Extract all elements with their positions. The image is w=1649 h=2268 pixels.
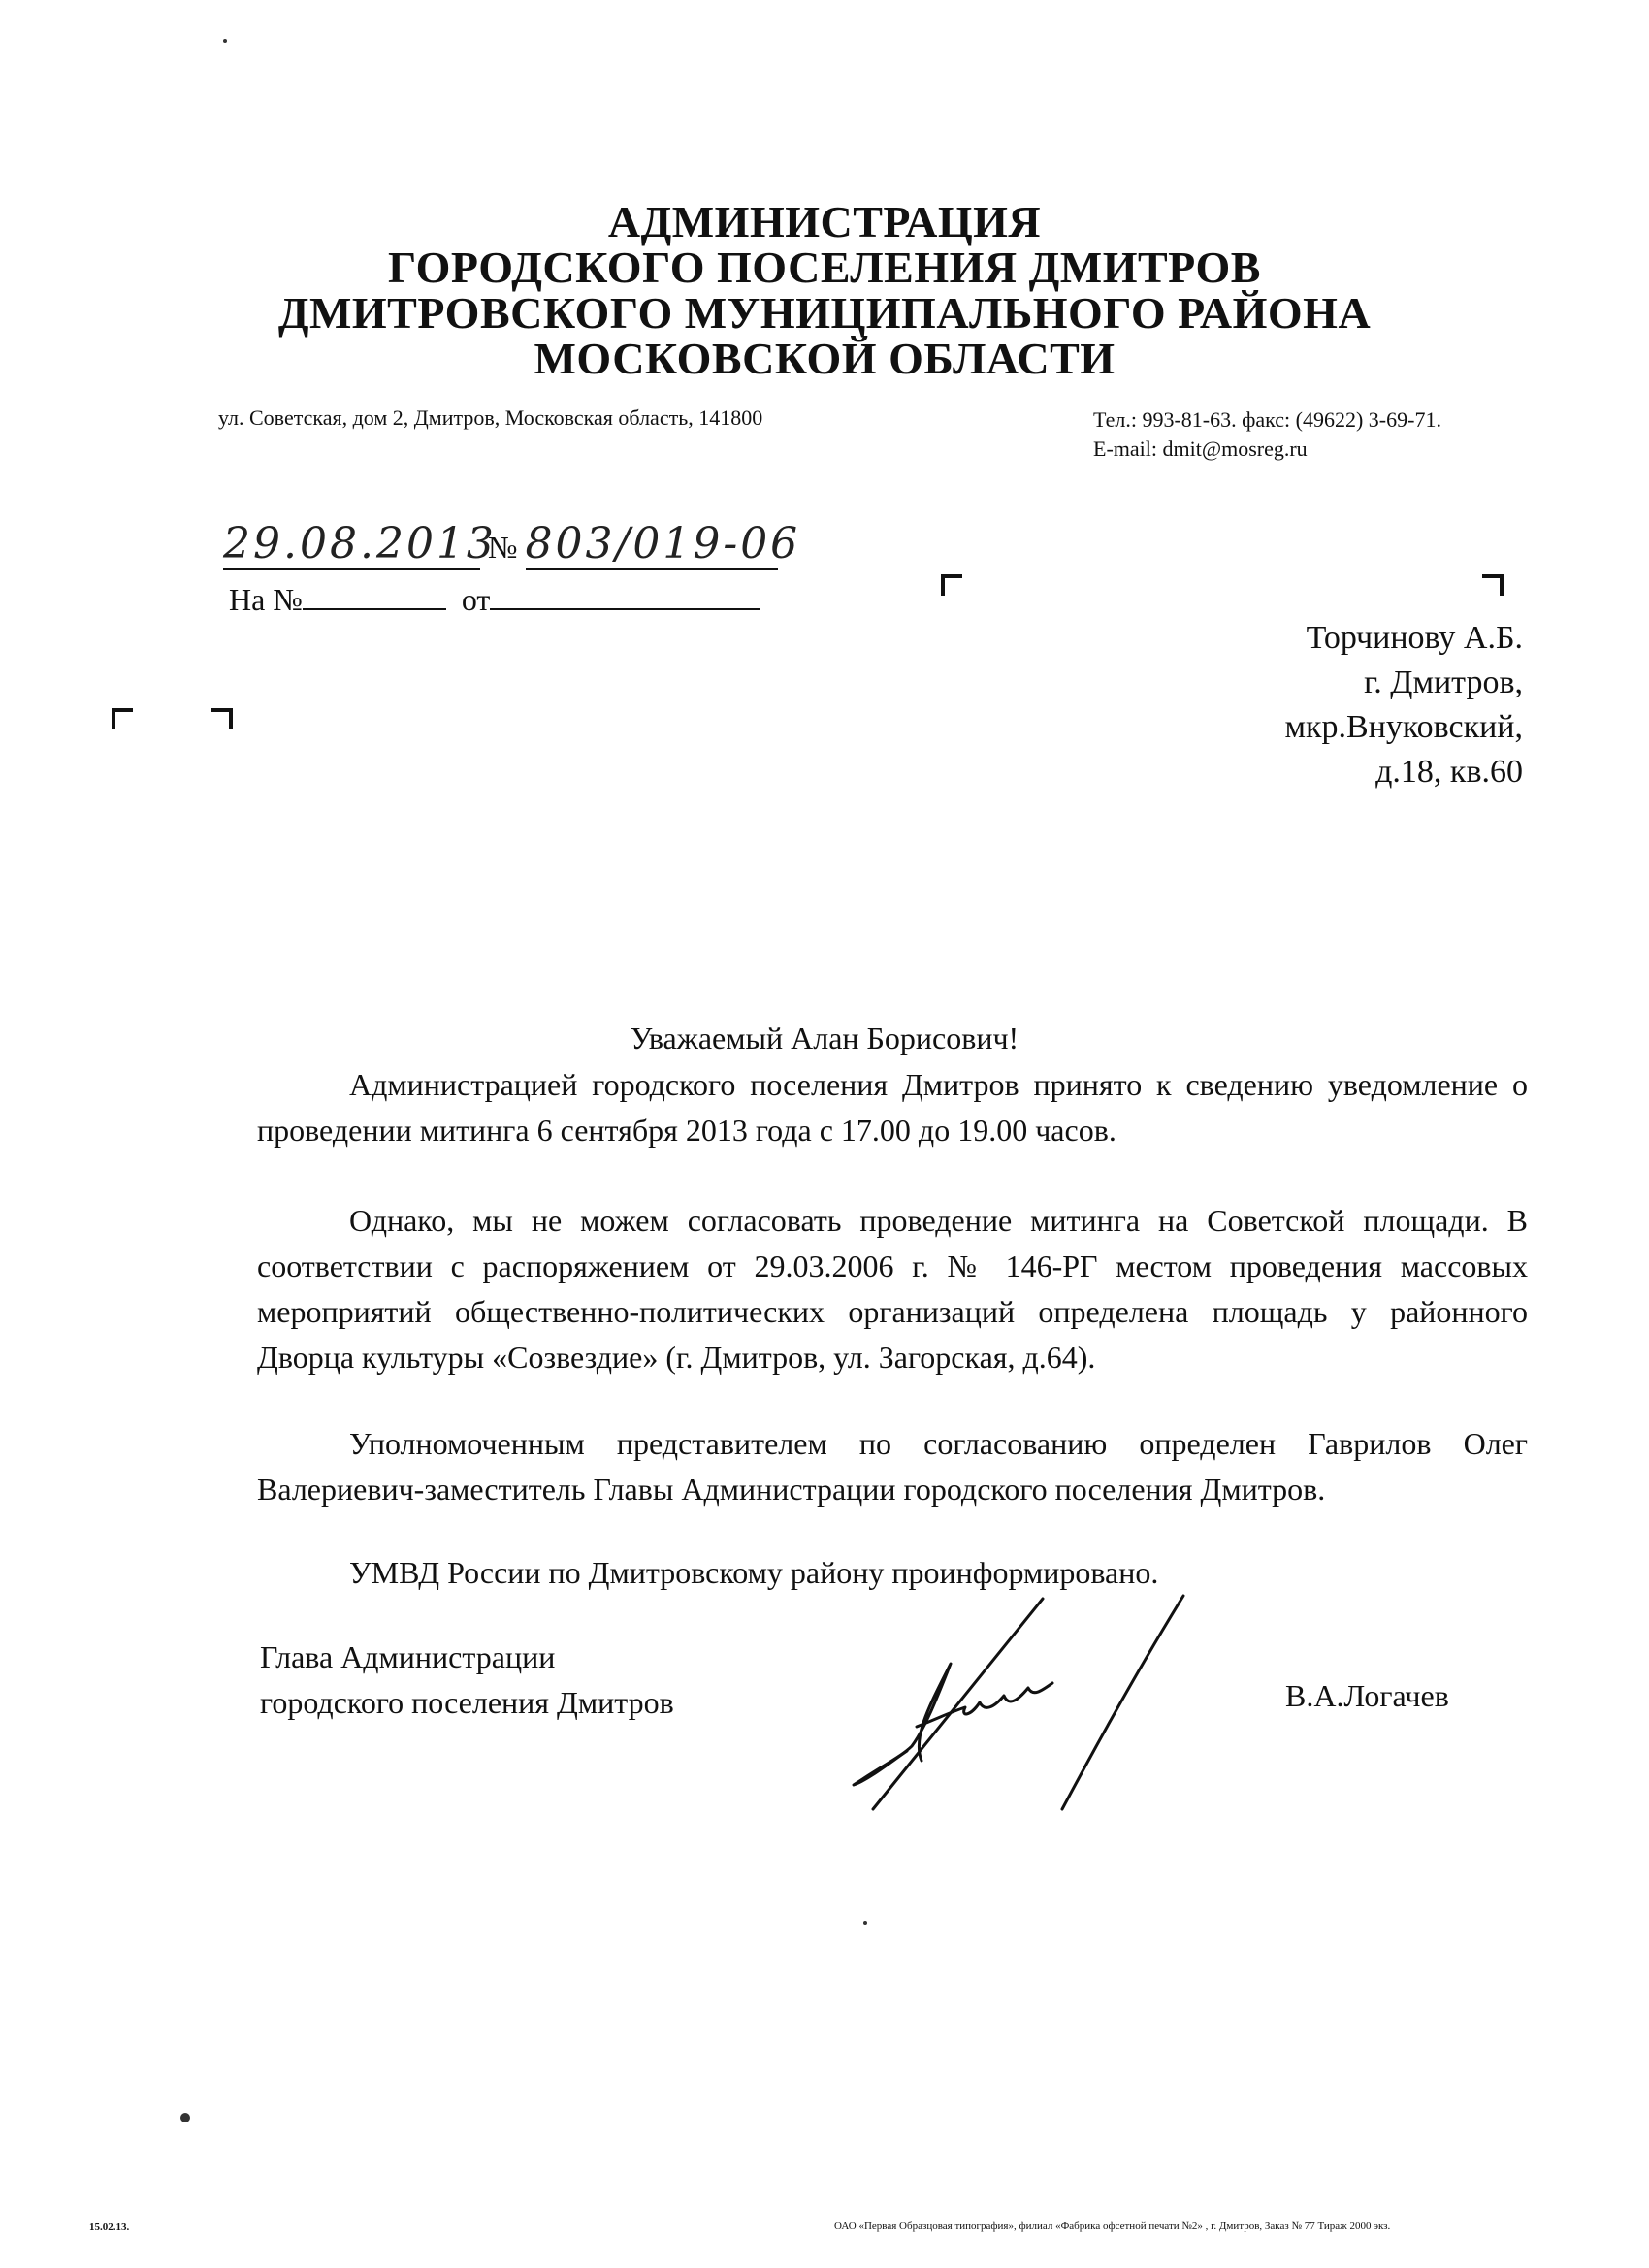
scan-speck (863, 1921, 867, 1925)
signatory-name: В.А.Логачев (1285, 1678, 1449, 1713)
recipient-city: г. Дмитров, (1364, 664, 1523, 700)
email: E-mail: dmit@mosreg.ru (1093, 437, 1308, 461)
paragraph (257, 1198, 1528, 1380)
print-date: 15.02.13. (89, 2221, 130, 2233)
letterhead-line: ГОРОДСКОГО ПОСЕЛЕНИЯ ДМИТРОВ (388, 243, 1261, 292)
registration-number: 803/019-06 (525, 519, 801, 568)
corner-mark (941, 574, 962, 596)
letterhead-line: АДМИНИСТРАЦИЯ (607, 197, 1042, 246)
paragraph (257, 1062, 1528, 1153)
number-label: № (488, 530, 518, 565)
reply-reference-line (229, 582, 760, 618)
handwritten-signature (834, 1591, 1280, 1814)
signatory-title-line: Глава Администрации (260, 1639, 556, 1674)
reply-number-blank (303, 583, 446, 610)
recipient-house: д.18, кв.60 (1375, 754, 1523, 790)
paragraph-text: Администрацией городского поселения Дмитров принято к сведению уведомление о проведении митинга 6 сентября 2013 года с 17.00 до 19.00 часов. (257, 1067, 1528, 1148)
corner-mark (211, 708, 233, 729)
corner-mark (1482, 574, 1504, 596)
corner-mark (112, 708, 133, 729)
sender-contacts (1093, 405, 1441, 464)
letterhead-line: МОСКОВСКОЙ ОБЛАСТИ (534, 334, 1116, 383)
signatory-title-line: городского поселения Дмитров (260, 1685, 674, 1720)
phone-fax: Тел.: 993-81-63. факс: (49622) 3-69-71. (1093, 407, 1441, 432)
reply-label: На № (229, 582, 303, 617)
paragraph-text: Уполномоченным представителем по согласованию определен Гаврилов Олег Валериевич-заместитель Главы Администрации городского поселения Дмитров. (257, 1426, 1528, 1507)
printer-info: ОАО «Первая Образцовая типография», филиал «Фабрика офсетной печати №2» , г. Дмитров, Заказ № 77 Тираж 2000 экз. (834, 2220, 1391, 2232)
from-label: от (461, 582, 491, 617)
reply-date-blank (490, 583, 760, 610)
paragraph-text: Однако, мы не можем согласовать проведение митинга на Советской площади. В соответствии с распоряжением от 29.03.2006 г. № 146-РГ местом проведения массовых мероприятий общественно-политических организаций определена площадь у районного Дворца культуры «Созвездие» (г. Дмитров, ул. Загорская, д.64). (257, 1203, 1528, 1375)
recipient-name: Торчинову А.Б. (1306, 620, 1523, 656)
paragraph (257, 1421, 1528, 1512)
recipient-block (1284, 616, 1523, 794)
registration-date: 29.08.2013 (223, 519, 497, 568)
recipient-district: мкр.Внуковский, (1284, 709, 1523, 745)
paragraph (257, 1550, 1528, 1596)
letterhead-line: ДМИТРОВСКОГО МУНИЦИПАЛЬНОГО РАЙОНА (277, 288, 1372, 338)
greeting: Уважаемый Алан Борисович! (630, 1021, 1019, 1055)
scan-speck (180, 2113, 190, 2122)
letterhead-title (0, 199, 1649, 381)
sender-address: ул. Советская, дом 2, Дмитров, Московская область, 141800 (218, 405, 763, 430)
scan-speck (223, 39, 227, 43)
signatory-title (260, 1635, 674, 1726)
paragraph-text: УМВД России по Дмитровскому району проинформировано. (349, 1555, 1159, 1590)
registration-line (223, 519, 801, 570)
